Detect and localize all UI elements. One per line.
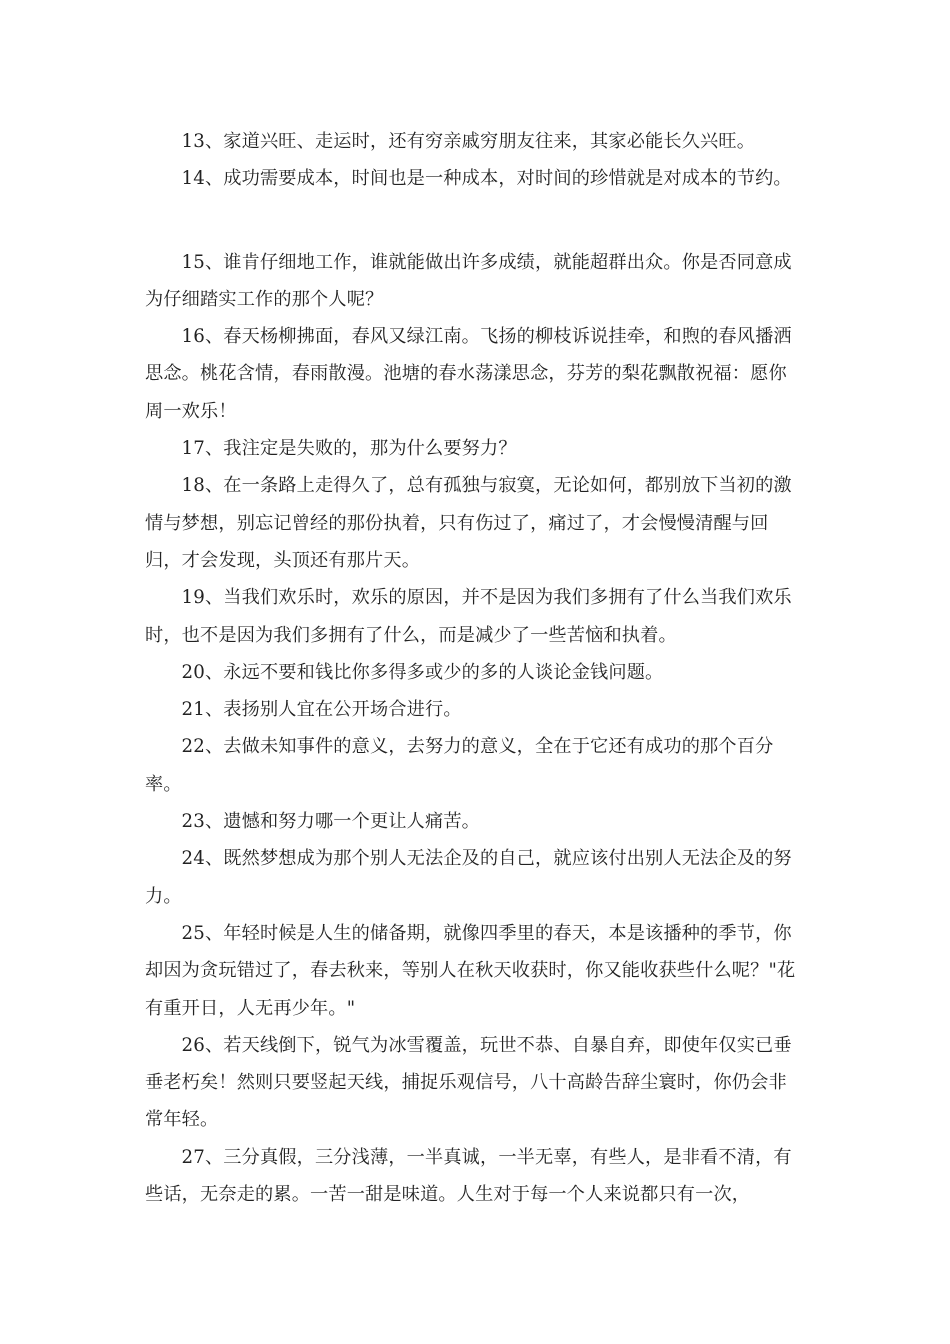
- paragraph-22: 22、去做未知事件的意义，去努力的意义，全在于它还有成功的那个百分率。: [145, 736, 774, 795]
- paragraph-13: 13、家道兴旺、走运时，还有穷亲戚穷朋友往来，其家必能长久兴旺。: [181, 131, 756, 152]
- document-body: [145, 123, 805, 1213]
- paragraph-17: 17、我注定是失败的，那为什么要努力？: [181, 438, 517, 460]
- paragraph-19: 19、当我们欢乐时，欢乐的原因，并不是因为我们多拥有了什么当我们欢乐时，也不是因为我们多拥有了什么，而是减少了一些苦恼和执着。: [145, 587, 792, 646]
- paragraph-14: 14、成功需要成本，时间也是一种成本，对时间的珍惜就是对成本的节约。: [181, 168, 792, 190]
- paragraph-26: 26、若天线倒下，锐气为冰雪覆盖，玩世不恭、自暴自弃，即使年仅实已垂垂老朽矣！然则只要竖起天线，捕捉乐观信号，八十高龄告辞尘寰时，你仍会非常年轻。: [145, 1034, 792, 1131]
- paragraph-18: 18、在一条路上走得久了，总有孤独与寂寞，无论如何，都别放下当初的激情与梦想，别忘记曾经的那份执着，只有伤过了，痛过了，才会慢慢清醒与回归，才会发现，头顶还有那片天。: [145, 475, 792, 571]
- paragraph-21: 21、表扬别人宜在公开场合进行。: [181, 699, 462, 721]
- paragraph-23: 23、遗憾和努力哪一个更让人痛苦。: [181, 811, 481, 833]
- paragraph-24: 24、既然梦想成为那个别人无法企及的自己，就应该付出别人无法企及的努力。: [145, 848, 792, 907]
- paragraph-15: 15、谁肯仔细地工作，谁就能做出许多成绩，就能超群出众。你是否同意成为仔细踏实工作的那个人呢？: [145, 251, 792, 310]
- paragraph-gap: [145, 198, 805, 244]
- paragraph-27: 27、三分真假，三分浅薄，一半真诚，一半无辜，有些人，是非看不清，有些话，无奈走的累。一苦一甜是味道。人生对于每一个人来说都只有一次，: [145, 1146, 792, 1206]
- paragraph-25: 25、年轻时候是人生的储备期，就像四季里的春天，本是该播种的季节，你却因为贪玩错过了，春去秋来，等别人在秋天收获时，你又能收获些什么呢？"花有重开日，人无再少年。": [145, 922, 796, 1019]
- paragraph-16: 16、春天杨柳拂面，春风又绿江南。飞扬的柳枝诉说挂牵，和煦的春风播洒思念。桃花含情，春雨散漫。池塘的春水荡漾思念，芬芳的梨花飘散祝福：愿你周一欢乐！: [145, 326, 792, 422]
- paragraph-20: 20、永远不要和钱比你多得多或少的多的人谈论金钱问题。: [181, 661, 664, 683]
